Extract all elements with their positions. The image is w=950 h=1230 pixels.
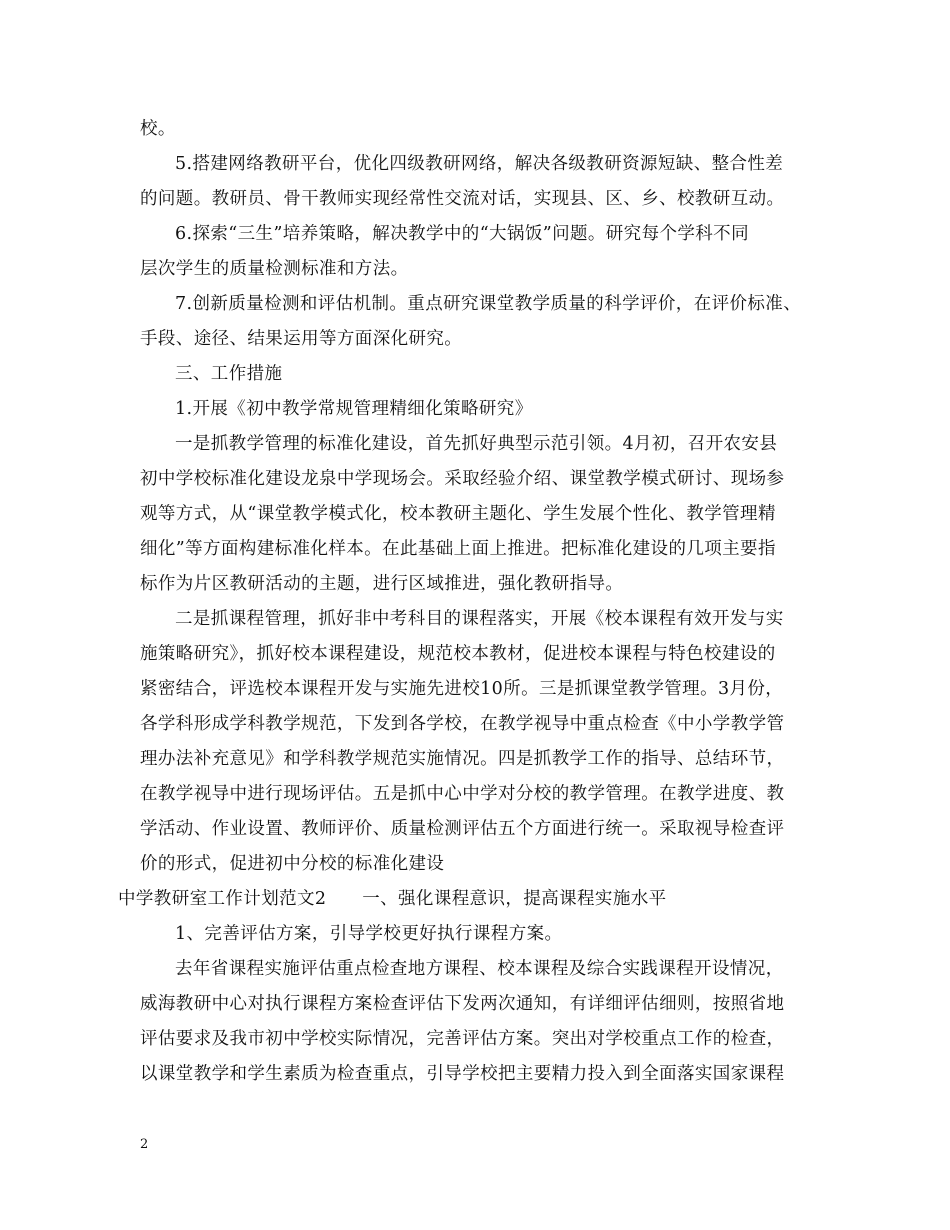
text-line: 5.搭建网络教研平台，优化四级教研网络，解决各级教研资源短缺、整合性差 xyxy=(175,154,784,174)
text-line: 二是抓课程管理，抓好非中考科目的课程落实，开展《校本课程有效开发与实 xyxy=(175,609,784,629)
text-line: 初中学校标准化建设龙泉中学现场会。采取经验介绍、课堂教学模式研讨、现场参 xyxy=(140,469,785,489)
text-line: 学活动、作业设置、教师评价、质量检测评估五个方面进行统一。采取视导检查评 xyxy=(140,819,785,839)
text-line: 层次学生的质量检测标准和方法。 xyxy=(140,259,409,279)
text-line: 紧密结合，评选校本课程开发与实施先进校10所。三是抓课堂教学管理。3月份， xyxy=(140,679,784,699)
text-line: 细化”等方面构建标准化样本。在此基础上面上推进。把标准化建设的几项主要指 xyxy=(140,539,776,559)
text-line: 以课堂教学和学生素质为检查重点，引导学校把主要精力投入到全面落实国家课程 xyxy=(140,1064,785,1084)
text-line: 手段、途径、结果运用等方面深化研究。 xyxy=(140,329,463,349)
text-line: 去年省课程实施评估重点检查地方课程、校本课程及综合实践课程开设情况， xyxy=(175,959,784,979)
section-heading: 三、工作措施 xyxy=(175,364,283,384)
text-line: 标作为片区教研活动的主题，进行区域推进，强化教研指导。 xyxy=(140,574,624,594)
subsection-heading: 1.开展《初中教学常规管理精细化策略研究》 xyxy=(175,399,533,419)
text-line: 7.创新质量检测和评估机制。重点研究课堂教学质量的科学评价，在评价标准、 xyxy=(175,294,802,314)
subsection-heading: 1、完善评估方案，引导学校更好执行课程方案。 xyxy=(175,924,563,944)
text-line: 在教学视导中进行现场评估。五是抓中心中学对分校的教学管理。在教学进度、教 xyxy=(140,784,785,804)
text-line: 一是抓教学管理的标准化建设，首先抓好典型示范引领。4月初，召开农安县 xyxy=(175,434,778,454)
text-line: 威海教研中心对执行课程方案检查评估下发两次通知，有详细评估细则，按照省地 xyxy=(140,994,785,1014)
text-line: 评估要求及我市初中学校实际情况，完善评估方案。突出对学校重点工作的检查， xyxy=(140,1029,785,1049)
text-line: 6.探索“三生”培养策略，解决教学中的“大锅饭”问题。研究每个学科不同 xyxy=(175,224,749,244)
text-line: 的问题。教研员、骨干教师实现经常性交流对话，实现县、区、乡、校教研互动。 xyxy=(140,189,785,209)
text-line: 校。 xyxy=(140,119,176,139)
text-line: 价的形式，促进初中分校的标准化建设 xyxy=(140,854,445,874)
text-line: 各学科形成学科教学规范，下发到各学校，在教学视导中重点检查《中小学教学管 xyxy=(140,714,785,734)
article-title-line: 中学教研室工作计划范文2 一、强化课程意识，提高课程实施水平 xyxy=(118,889,667,909)
text-line: 施策略研究》，抓好校本课程建设，规范校本教材，促进校本课程与特色校建设的 xyxy=(140,644,776,664)
page-number: 2 xyxy=(140,1137,149,1152)
text-line: 理办法补充意见》和学科教学规范实施情况。四是抓教学工作的指导、总结环节， xyxy=(140,749,785,769)
text-line: 观等方式，从“课堂教学模式化，校本教研主题化、学生发展个性化、教学管理精 xyxy=(140,504,776,524)
